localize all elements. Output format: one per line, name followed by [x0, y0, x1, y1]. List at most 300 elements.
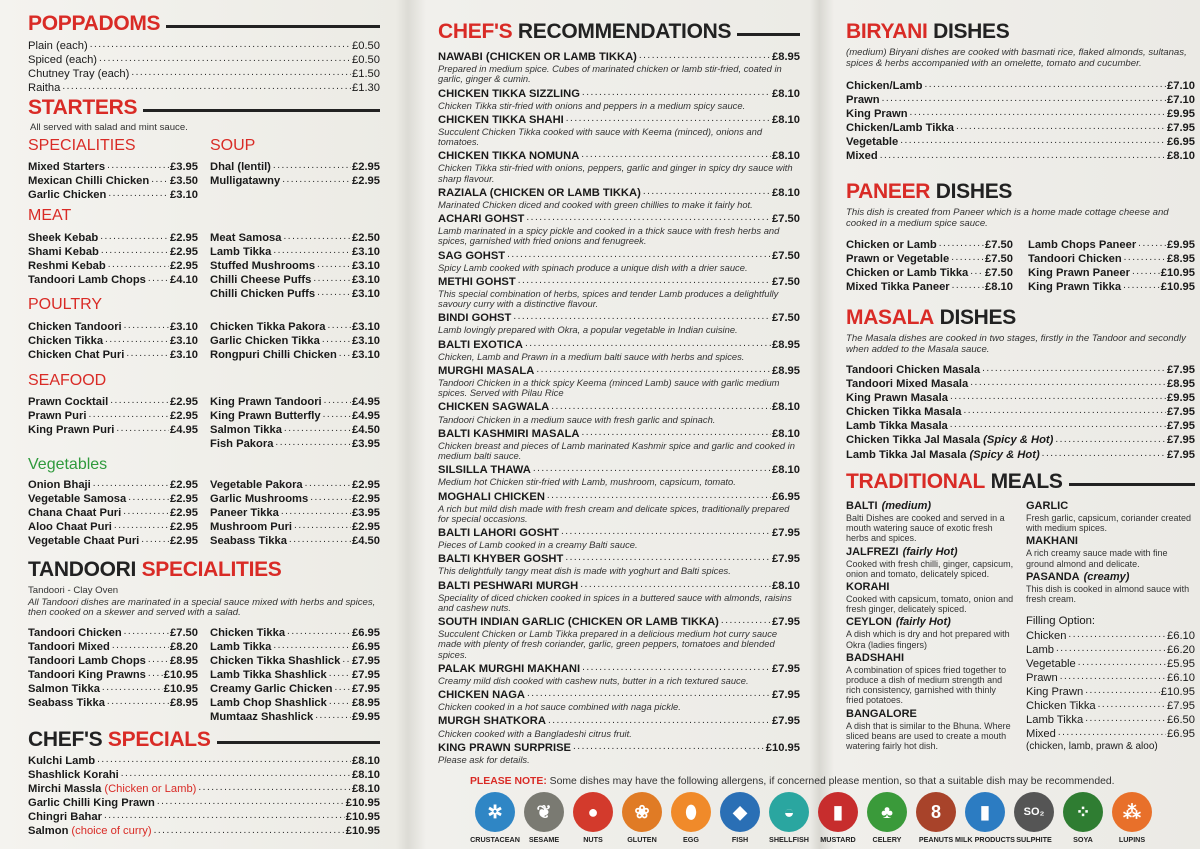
item-name: Mushroom Puri [210, 521, 293, 534]
item-price: £8.10 [985, 281, 1013, 294]
menu-item [28, 754, 380, 768]
menu-item [1026, 713, 1195, 727]
dot-leader [880, 93, 1166, 107]
dot-leader [580, 662, 771, 676]
dot-leader [146, 668, 163, 682]
menu-item [846, 433, 1195, 447]
tandoori-section [28, 558, 380, 724]
item-price: £2.95 [170, 535, 198, 548]
dot-leader [285, 626, 351, 640]
item-name: Fish Pakora [210, 438, 274, 451]
item-price: £6.95 [1167, 136, 1195, 149]
menu-item [438, 275, 800, 289]
dot-leader [325, 320, 351, 334]
item-name: PALAK MURGHI MAKHANI [438, 662, 581, 675]
item-name: Chicken Tikka Pakora [210, 321, 326, 333]
item-price: £2.50 [352, 232, 380, 244]
allergen-label: PEANUTS [918, 835, 954, 844]
dot-leader [531, 463, 771, 477]
item-name: Mixed Starters [28, 161, 106, 173]
dish-name: CEYLON [846, 616, 892, 629]
dot-leader [91, 478, 169, 492]
item-price: £3.10 [352, 274, 380, 287]
menu-item [28, 492, 198, 506]
traditional-dish-name [846, 652, 1014, 665]
menu-item [28, 478, 198, 492]
item-description: Chicken Tikka stir-fried with onions, peppers, garlic and ginger in spicy dry sauce with sharp flavour. [438, 162, 793, 184]
allergen-gluten [621, 792, 663, 844]
menu-item [28, 259, 198, 273]
item-name: BALTI KASHMIRI MASALA [438, 427, 580, 440]
dot-leader [196, 782, 351, 796]
menu-item [438, 552, 800, 566]
item-description: Speciality of diced chicken cooked in spices in a buttered sauce with almonds, raisins and cashew nuts. [438, 591, 792, 613]
dot-leader [922, 79, 1166, 93]
item-price: £4.95 [170, 424, 198, 437]
menu-item [210, 520, 380, 534]
poultry-block [28, 296, 380, 362]
dot-leader [271, 640, 351, 654]
menu-item [846, 363, 1195, 377]
item-name: Vegetable Chaat Puri [28, 535, 140, 548]
dot-leader [100, 682, 163, 696]
seafood-list-left [28, 395, 198, 451]
item-name: Chicken or Lamb Tikka [846, 267, 969, 280]
item-price: £9.95 [352, 711, 380, 724]
menu-item [846, 135, 1195, 149]
item-price: £6.10 [1167, 671, 1195, 684]
item-price: £10.95 [345, 825, 380, 838]
item-price: £3.10 [352, 335, 380, 348]
item-name: Paneer Tikka [210, 507, 279, 520]
item-price: £4.50 [352, 535, 380, 548]
item-price: £3.10 [352, 246, 380, 259]
item-name: RAZIALA (CHICKEN OR LAMB TIKKA) [438, 186, 641, 199]
chefs-specials-section [28, 728, 380, 839]
menu-item [1026, 727, 1195, 741]
item-description: Medium hot Chicken stir-fried with Lamb, mushroom, capsicum, tomato. [438, 476, 736, 488]
dot-leader [279, 506, 351, 520]
menu-item [28, 160, 198, 174]
item-name: King Prawn [1026, 686, 1084, 698]
dot-leader [152, 824, 345, 838]
dot-leader [580, 87, 771, 101]
item-name: Lamb Chop Shashlick [210, 696, 327, 709]
dot-leader [102, 810, 345, 824]
menu-item [846, 252, 1013, 266]
dot-leader [105, 160, 169, 174]
item-name: Mixed [846, 150, 878, 163]
menu-item [438, 579, 800, 593]
filling-note: (chicken, lamb, prawn & aloo) [1026, 741, 1158, 753]
traditional-section [846, 470, 1195, 753]
item-price: £6.95 [352, 626, 380, 639]
traditional-dish-name [846, 546, 1014, 559]
traditional-title: TRADITIONAL MEALS [846, 470, 1195, 494]
dot-leader [1083, 685, 1160, 699]
menu-item [210, 506, 380, 520]
dot-leader [337, 348, 351, 362]
item-name: King Prawn Tikka [1028, 281, 1122, 294]
item-note: (Spicy & Hot) [983, 434, 1054, 447]
item-name: Garlic Mushrooms [210, 493, 309, 506]
dot-leader [320, 334, 351, 348]
biryani-section [846, 20, 1195, 164]
menu-item [28, 53, 380, 67]
soup-title: SOUP [210, 137, 256, 154]
allergen-label: FISH [731, 835, 749, 844]
dot-leader [1058, 671, 1166, 685]
menu-item [210, 231, 380, 245]
dot-leader [114, 423, 169, 437]
menu-item [210, 348, 380, 362]
dot-leader [327, 696, 351, 710]
traditional-list-left [846, 500, 1014, 753]
item-price: £8.10 [1167, 150, 1195, 163]
dot-leader [340, 654, 351, 668]
dot-leader [119, 768, 351, 782]
dot-leader [126, 492, 169, 506]
dot-leader [948, 419, 1166, 433]
menu-item [210, 160, 380, 174]
dot-leader [139, 534, 169, 548]
item-price: £8.95 [772, 364, 800, 377]
poppadoms-list [28, 39, 380, 95]
traditional-dish-name [1026, 571, 1195, 584]
menu-item [28, 423, 198, 437]
item-price: £2.95 [170, 521, 198, 534]
allergen-label: LUPINS [1118, 835, 1146, 844]
item-price: £7.95 [352, 654, 380, 667]
menu-item [210, 478, 380, 492]
dot-leader [105, 696, 169, 710]
item-name: Rongpuri Chilli Chicken [210, 349, 337, 362]
specialities-title: SPECIALITIES [28, 137, 136, 154]
menu-item [846, 377, 1195, 391]
item-price: £6.50 [1167, 714, 1195, 727]
item-name: SAG GOHST [438, 249, 506, 262]
menu-item [438, 427, 800, 441]
allergen-crustacean [470, 792, 520, 844]
panel-right [822, 0, 1200, 849]
item-name: Tandoori Lamb Chops [28, 274, 146, 287]
allergen-label: SESAME [528, 835, 560, 844]
item-name: Reshmi Kebab [28, 260, 106, 273]
item-description: Succulent Chicken Tikka cooked with sauce with Keema (minced), onions and tomatoes. [438, 125, 763, 148]
dish-name: PASANDA [1026, 570, 1080, 583]
traditional-dish-name [1026, 535, 1195, 548]
dot-leader [524, 212, 771, 226]
item-name: Shami Kebab [28, 246, 99, 259]
dot-leader [571, 741, 765, 755]
recommendations-section [438, 20, 800, 767]
item-name: Mixed Tikka Paneer [846, 281, 950, 294]
dot-leader [564, 113, 771, 127]
dot-leader [578, 579, 771, 593]
traditional-dish-name [846, 708, 1014, 721]
item-price: £8.95 [352, 696, 380, 709]
item-description: Lamb marinated in a spicy pickle and cooked in a thick sauce with fresh herbs and spices, garnished with fried onions and fenugreek. [438, 225, 780, 247]
dot-leader [950, 280, 984, 294]
dot-leader [282, 423, 351, 437]
item-price: £6.95 [352, 640, 380, 653]
item-price: £8.10 [772, 427, 800, 440]
item-price: £7.50 [985, 239, 1013, 251]
item-price: £7.95 [1167, 434, 1195, 447]
traditional-dish-description: Fresh garlic, capsicum, coriander created with medium spices. [1026, 513, 1192, 534]
menu-item [1028, 266, 1195, 280]
item-price: £3.10 [170, 189, 198, 202]
dot-leader [1121, 280, 1160, 294]
item-description: Spicy Lamb cooked with spinach produce a unique dish with a drier sauce. [438, 261, 748, 273]
menu-item [28, 334, 198, 348]
item-name: Prawn or Vegetable [846, 253, 950, 266]
menu-item [210, 492, 380, 506]
dot-leader [878, 149, 1166, 163]
item-name: Shashlick Korahi [28, 769, 119, 782]
item-name: NAWABI (CHICKEN OR LAMB TIKKA) [438, 51, 637, 63]
item-price: £10.95 [163, 668, 198, 681]
dot-leader [88, 39, 351, 53]
item-price: £4.95 [352, 410, 380, 423]
menu-item [210, 668, 380, 682]
item-name: Chicken Chat Puri [28, 349, 125, 362]
item-name: Mumtaaz Shashlick [210, 711, 314, 724]
dot-leader [525, 688, 771, 702]
item-price: £3.10 [170, 349, 198, 362]
dot-leader [60, 81, 351, 95]
item-price: £1.30 [352, 82, 380, 95]
masala-title: MASALA DISHES [846, 306, 1016, 329]
starters-note: All served with salad and mint sauce. [30, 122, 188, 133]
item-price: £10.95 [345, 811, 380, 824]
item-name: MURGH SHATKORA [438, 715, 546, 728]
menu-item [846, 238, 1013, 252]
poultry-list-right [210, 320, 380, 362]
crab-icon: ✲ [475, 792, 515, 832]
dot-leader [322, 395, 351, 409]
item-price: £7.95 [1167, 700, 1195, 713]
dish-name: GARLIC [1026, 500, 1069, 512]
tandoori-note: All Tandoori dishes are marinated in a special sauce mixed with herbs and spices, then cooked on a skewer and served with a salad. [28, 596, 376, 618]
allergen-label: EGG [683, 835, 699, 844]
dot-leader [108, 395, 169, 409]
menu-item [210, 654, 380, 668]
item-price: £7.95 [772, 527, 800, 540]
item-price: £6.95 [772, 490, 800, 503]
item-name: Chicken Tikka [1026, 700, 1096, 713]
item-name: Lamb Tikka [1026, 714, 1084, 727]
item-name: Tandoori Mixed Masala [846, 378, 969, 391]
allergen-fish [719, 792, 761, 844]
menu-item [846, 121, 1195, 135]
item-price: £2.95 [352, 479, 380, 491]
item-name: Raitha [28, 82, 61, 95]
item-name: Spiced (each) [28, 54, 98, 67]
allergen-sesame [523, 792, 565, 844]
menu-item [846, 266, 1013, 280]
item-price: £8.95 [772, 338, 800, 351]
menu-item [28, 768, 380, 782]
dot-leader [1054, 643, 1166, 657]
dot-leader [271, 245, 351, 259]
item-price: £7.95 [772, 662, 800, 675]
item-price: £4.95 [352, 396, 380, 408]
item-description: Tandoori Chicken in a medium sauce with fresh garlic and spinach. [438, 413, 716, 425]
item-name: METHI GOHST [438, 275, 516, 288]
item-name: King Prawn Tandoori [210, 396, 322, 408]
biryani-title: BIRYANI DISHES [846, 20, 1010, 43]
item-name: Mirchi Massla [28, 783, 102, 796]
item-price: £8.95 [1167, 378, 1195, 391]
menu-item [438, 149, 800, 163]
item-name: Vegetable Samosa [28, 493, 127, 506]
shell-icon: ◒ [769, 792, 809, 832]
item-name: Tandoori King Prawns [28, 668, 146, 681]
allergen-label: MILK PRODUCTS [955, 835, 1015, 844]
vegetables-list-left [28, 478, 198, 548]
item-price: £3.10 [352, 260, 380, 273]
dot-leader [122, 320, 169, 334]
item-name: Mulligatawny [210, 175, 281, 188]
menu-item [28, 409, 198, 423]
item-name: Salmon Tikka [28, 682, 100, 695]
item-price: £7.95 [772, 616, 800, 629]
dot-leader [1040, 448, 1166, 462]
item-price: £0.50 [352, 54, 380, 67]
item-name: Tandoori Chicken [1028, 253, 1122, 266]
item-name: King Prawn Masala [846, 392, 948, 405]
masala-section [846, 306, 1195, 462]
item-description: A rich but mild dish made with fresh cream and delicate spices, traditionally prepared for special occasions. [438, 502, 790, 524]
item-note: (Chicken or Lamb) [104, 783, 197, 796]
item-price: £7.95 [772, 689, 800, 702]
dot-leader [523, 338, 771, 352]
poultry-list-left [28, 320, 198, 362]
item-name: King Prawn Puri [28, 424, 115, 437]
item-name: Creamy Garlic Chicken [210, 682, 333, 695]
item-description: Chicken Tikka stir-fried with onions and peppers in a medium spicy sauce. [438, 99, 746, 111]
dot-leader [1096, 699, 1166, 713]
dot-leader [303, 478, 351, 492]
dot-leader [511, 311, 771, 325]
item-price: £4.10 [170, 274, 198, 287]
item-price: £7.95 [772, 715, 800, 728]
soya-icon: ⁘ [1063, 792, 1103, 832]
item-name: Plain (each) [28, 40, 88, 52]
item-name: Lamb [1026, 643, 1054, 656]
menu-item [28, 520, 198, 534]
item-note: (Spicy & Hot) [969, 448, 1040, 461]
dot-leader [112, 520, 169, 534]
item-name: BALTI PESHWARI MURGH [438, 579, 579, 592]
menu-item [438, 87, 800, 101]
item-name: KING PRAWN SURPRISE [438, 741, 572, 754]
menu-item [438, 490, 800, 504]
menu-item [210, 423, 380, 437]
traditional-dish-description: This dish is cooked in almond sauce with fresh cream. [1026, 583, 1190, 605]
item-price: £8.95 [1167, 253, 1195, 266]
menu-item [1026, 629, 1195, 643]
item-description: Chicken breast and pieces of Lamb marinated Kashmir spice and garlic and cooked in medium balti sauce. [438, 439, 795, 462]
menu-item [438, 364, 800, 378]
traditional-dish-description: A dish which is dry and hot prepared with Okra (ladies fingers) [846, 629, 1010, 650]
paneer-note: This dish is created from Paneer which is a home made cottage cheese and cooked in a medium spice sauce. [846, 207, 1169, 229]
traditional-dish-description: A rich creamy sauce made with fine ground almond and delicate. [1026, 548, 1168, 569]
item-name: Chicken Tikka [28, 335, 104, 348]
item-price: £3.10 [170, 321, 198, 333]
menu-item [210, 273, 380, 287]
dot-leader [549, 400, 771, 414]
item-name: Prawn [846, 94, 880, 107]
item-name: Lamb Tikka Masala [846, 420, 948, 433]
dish-heat: (fairly Hot) [902, 545, 958, 558]
seafood-list-right [210, 395, 380, 451]
dot-leader [968, 377, 1166, 391]
item-price: £3.95 [352, 438, 380, 451]
recommendations-list [438, 50, 800, 765]
dot-leader [103, 334, 169, 348]
dot-leader [271, 160, 351, 174]
menu-item [438, 741, 800, 755]
allergen-label: NUTS [583, 835, 603, 844]
allergen-label: CRUSTACEAN [470, 835, 520, 844]
milk-icon: ▮ [965, 792, 1005, 832]
item-price: £0.50 [352, 40, 380, 52]
menu-item [210, 409, 380, 423]
dot-leader [954, 121, 1166, 135]
item-price: £10.95 [163, 682, 198, 695]
item-name: SOUTH INDIAN GARLIC (CHICKEN OR LAMB TIKKA) [438, 616, 719, 629]
menu-item [438, 338, 800, 352]
traditional-dish-name [846, 500, 1014, 513]
item-name: CHICKEN TIKKA SIZZLING [438, 87, 580, 100]
traditional-dish-description: A combination of spices fried together to produce a dish of medium strength and rich consistency, garnished with thinly fried potatoes. [846, 664, 1007, 706]
menu-item [1028, 280, 1195, 294]
item-price: £2.95 [170, 507, 198, 520]
menu-item [438, 249, 800, 263]
dot-leader [505, 249, 771, 263]
dot-leader [273, 437, 351, 451]
fish-icon: ◆ [720, 792, 760, 832]
meat-list-right [210, 231, 380, 301]
item-name: Chana Chaat Puri [28, 507, 122, 520]
menu-item [438, 463, 800, 477]
item-name: Lamb Tikka [210, 640, 272, 653]
allergen-shellfish [768, 792, 810, 844]
item-note: (choice of curry) [71, 825, 152, 838]
dish-name: BADSHAHI [846, 651, 905, 664]
item-name: Chicken Tikka Shashlick [210, 654, 341, 667]
specialities-soup-block [28, 137, 380, 202]
item-name: Chutney Tray (each) [28, 68, 130, 81]
biryani-note: (medium) Biryani dishes are cooked with basmati rice, flaked almonds, sultanas, spices & herbs accompanied with an omelette, tomato and cucumber. [846, 47, 1187, 69]
dot-leader [580, 427, 772, 441]
item-price: £7.95 [1167, 448, 1195, 461]
allergen-label: SULPHITE [1016, 835, 1052, 844]
menu-item [28, 796, 380, 810]
menu-item [210, 174, 380, 188]
item-price: £8.20 [170, 640, 198, 653]
menu-item [1026, 685, 1195, 699]
menu-item [210, 437, 380, 451]
dot-leader [948, 391, 1166, 405]
item-name: Chilli Chicken Puffs [210, 288, 316, 301]
sesame-icon: ❦ [524, 792, 564, 832]
dish-heat: (fairly Hot) [895, 616, 951, 629]
item-price: £7.10 [1167, 94, 1195, 107]
dot-leader [719, 615, 771, 629]
